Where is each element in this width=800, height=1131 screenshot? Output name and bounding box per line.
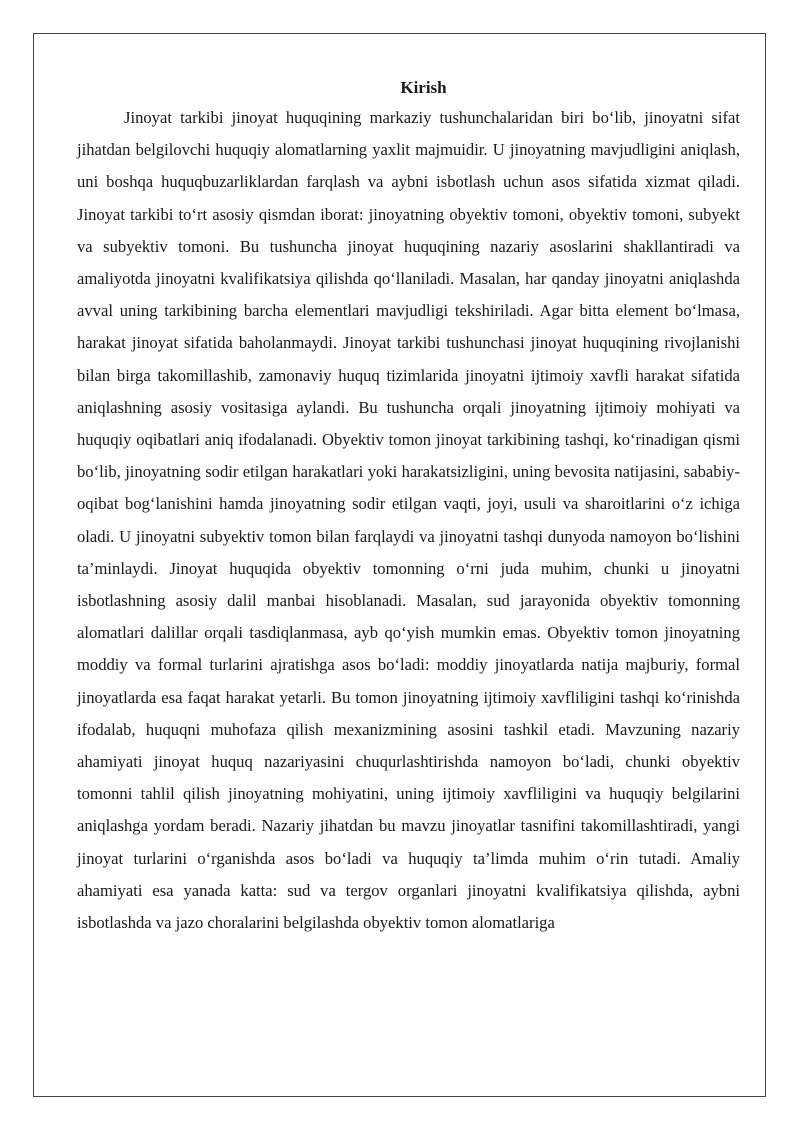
document-title: Kirish bbox=[400, 78, 447, 97]
document-body bbox=[77, 74, 740, 939]
body-paragraph: Jinoyat tarkibi jinoyat huquqining markaziy tushunchalaridan biri bo‘lib, jinoyatni sifat jihatdan belgilovchi huquqiy alomatlarning yaxlit majmuidir. U jinoyatning mavjudligini aniqlash, uni boshqa huquqbuzarliklardan farqlash va aybni isbotlash uchun asos sifatida xizmat qiladi. Jinoyat tarkibi to‘rt asosiy qismdan iborat: jinoyatning obyektiv tomoni, obyektiv tomoni, subyekt va subyektiv tomoni. Bu tushuncha jinoyat huquqining nazariy asoslarini shakllantiradi va amaliyotda jinoyatni kvalifikatsiya qilishda qo‘llaniladi. Masalan, har qanday jinoyatni aniqlashda avval uning tarkibining barcha elementlari mavjudligi tekshiriladi. Agar bitta element bo‘lmasa, harakat jinoyat sifatida baholanmaydi. Jinoyat tarkibi tushunchasi jinoyat huquqining rivojlanishi bilan birga takomillashib, zamonaviy huquq tizimlarida jinoyatni ijtimoiy xavfli harakat sifatida aniqlashning asosiy vositasiga aylandi. Bu tushuncha orqali jinoyatning ijtimoiy mohiyati va huquqiy oqibatlari aniq ifodalanadi. Obyektiv tomon jinoyat tarkibining tashqi, ko‘rinadigan qismi bo‘lib, jinoyatning sodir etilgan harakatlari yoki harakatsizligini, uning bevosita natijasini, sababiy-oqibat bog‘lanishini hamda jinoyatning sodir etilgan vaqti, joyi, usuli va sharoitlarini o‘z ichiga oladi. U jinoyatni subyektiv tomon bilan farqlaydi va jinoyatni tashqi dunyoda namoyon bo‘lishini ta’minlaydi. Jinoyat huquqida obyektiv tomonning o‘rni juda muhim, chunki u jinoyatni isbotlashning asosiy dalil manbai hisoblanadi. Masalan, sud jarayonida obyektiv tomonning alomatlari dalillar orqali tasdiqlanmasa, ayb qo‘yish mumkin emas. Obyektiv tomon jinoyatning moddiy va formal turlarini ajratishga asos bo‘ladi: moddiy jinoyatlarda natija majburiy, formal jinoyatlarda esa faqat harakat yetarli. Bu tomon jinoyatning ijtimoiy xavfliligini tashqi ko‘rinishda ifodalab, huquqni muhofaza qilish mexanizmining asosini tashkil etadi. Mavzuning nazariy ahamiyati jinoyat huquq nazariyasini chuqurlashtirishda namoyon bo‘ladi, chunki obyektiv tomonni tahlil qilish jinoyatning mohiyatini, uning ijtimoiy xavfliligini va huquqiy belgilarini aniqlashga yordam beradi. Nazariy jihatdan bu mavzu jinoyatlar tasnifini takomillashtiradi, yangi jinoyat turlarini o‘rganishda asos bo‘ladi va huquqiy ta’limda muhim o‘rin tutadi. Amaliy ahamiyati esa yanada katta: sud va tergov organlari jinoyatni kvalifikatsiya qilishda, aybni isbotlashda va jazo choralarini belgilashda obyektiv tomon alomatlariga bbox=[77, 108, 740, 933]
